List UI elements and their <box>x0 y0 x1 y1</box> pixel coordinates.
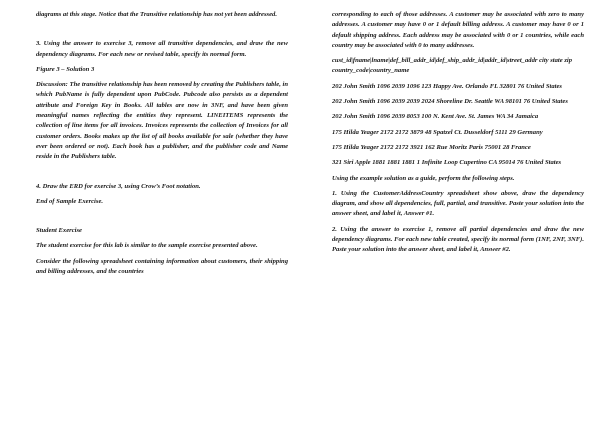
exercise-4-instruction: 4. Draw the ERD for exercise 3, using Crow’s Foot notation. <box>36 182 201 190</box>
exercise-3-instruction: 3. Using the answer to exercise 3, remove all transitive dependencies, and draw the new dependency diagrams. For each new or revised table, specify its normal form. <box>36 40 288 58</box>
right-page-text <box>332 10 584 261</box>
end-of-sample-note: End of Sample Exercise. <box>36 197 104 205</box>
address-rules-paragraph: corresponding to each of those addresses. A customer may be associated with zero to many addresses. A customer may have 0 or 1 default billing address. A customer may have 0 or 1 default shipping address. Each address may be associated with 0 or 1 countries, while each country may be associated with 0 to many addresses. <box>332 11 584 49</box>
student-exercise-heading: Student Exercise <box>36 227 82 235</box>
step-2-instruction: 2. Using the answer to exercise 1, remove all partial dependencies and draw the new dependency diagrams. For each new table created, specify its normal form (1NF, 2NF, 3NF). Paste your solution into the answer sheet, and label it, Answer #2. <box>332 225 584 254</box>
paragraph-intro-continuation: diagrams at this stage. Notice that the Transitive relationship has not yet been addressed. <box>36 11 277 18</box>
spreadsheet-row: 202 John Smith 1096 2039 1096 123 Happy Ave. Orlando FL 32801 76 United States <box>332 82 563 90</box>
spreadsheet-row: 202 John Smith 1096 2039 8053 100 N. Kent Ave. St. James WA 34 Jamaica <box>332 113 539 121</box>
figure-caption: Figure 3 – Solution 3 <box>36 65 95 73</box>
spreadsheet-header-row: cust_id|fname|lname|def_bill_addr_id|def_ship_addr_id|addr_id|street_addr city state zip country_code|country_name <box>332 57 573 75</box>
spreadsheet-row: 321 Siri Apple 1881 1881 1881 1 Infinite Loop Cupertino CA 95014 76 United States <box>332 159 562 167</box>
spreadsheet-intro: Consider the following spreadsheet containing information about customers, their shipping and billing addresses, and the countries <box>36 257 288 276</box>
discussion-paragraph: Discussion: The transitive relationship has been removed by creating the Publishers table, in which PubName is fully dependent upon PubCode. Pubcode also persists as a dependent attribute and Foreign Key in Books. All tables are now in 3NF, and have been given meaningful names reflecting the entities they represent. LINEITEMS represents the collection of line items for all invoices. Invoices represents the collection of Invoices for all customer orders. Books makes up the list of all books available for sale (whether they have ever been ordered or not). Each book has a publisher, and the publisher code and Name reside in the Publishers table. <box>36 81 288 161</box>
spreadsheet-row: 202 John Smith 1096 2039 2039 2024 Shoreline Dr. Seattle WA 98101 76 United States <box>332 98 568 106</box>
left-page-text <box>36 10 288 282</box>
spreadsheet-row: 175 Hilda Yeager 2172 2172 3879 48 Spatzel Ct. Dusseldorf 5111 29 Germany <box>332 128 543 136</box>
right-page <box>300 0 600 424</box>
student-exercise-intro: The student exercise for this lab is similar to the sample exercise presented above. <box>36 242 258 250</box>
steps-intro: Using the example solution as a guide, perform the following steps. <box>332 174 515 182</box>
spreadsheet-row: 175 Hilda Yeager 2172 2172 3921 162 Rue Moritz Paris 75001 28 France <box>332 143 531 151</box>
step-1-instruction: 1. Using the CustomerAddressCountry spreadsheet show above, draw the dependency diagram, and show all dependencies, full, partial, and transitive. Paste your solution into the answer sheet, and label it, Answer #1. <box>332 189 584 218</box>
